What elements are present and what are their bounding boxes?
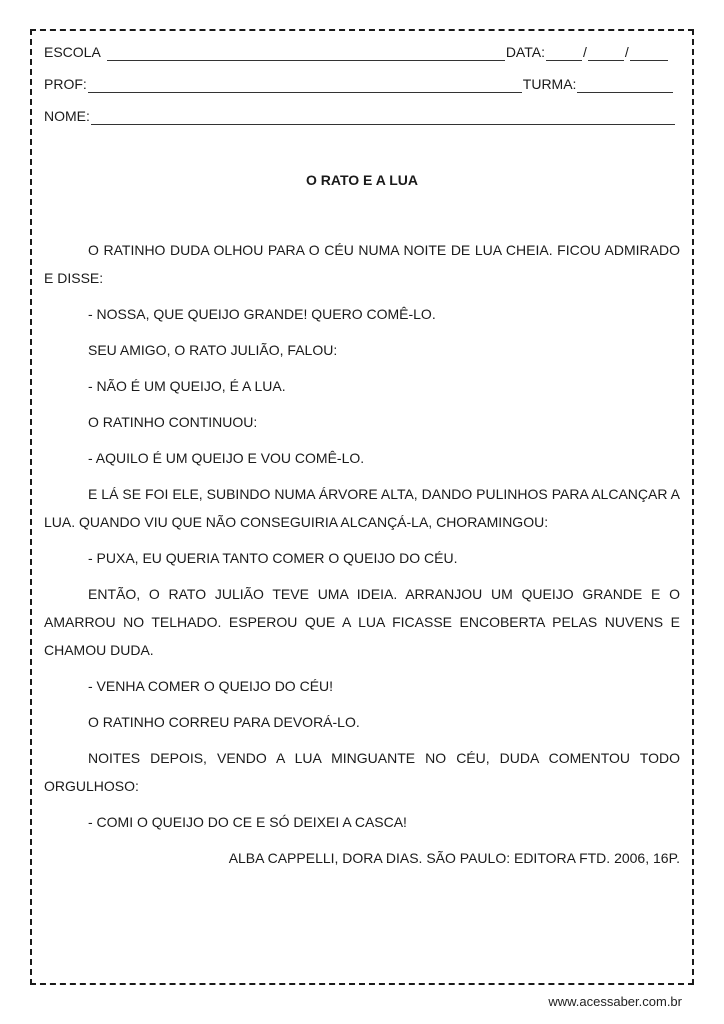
turma-field[interactable] [577,78,673,93]
paragraph: SEU AMIGO, O RATO JULIÃO, FALOU: [88,342,338,358]
prof-row [44,75,674,93]
nome-field[interactable] [91,110,675,125]
paragraph: ENTÃO, O RATO JULIÃO TEVE UMA IDEIA. ARRANJOU UM QUEIJO GRANDE E O AMARROU NO TELHADO. ESPEROU QUE A LUA FICASSE ENCOBERTA PELAS NUVENS E CHAMOU DUDA. [44,586,680,658]
nome-label: NOME: [44,108,90,124]
paragraph: O RATINHO CONTINUOU: [88,414,258,430]
paragraph: - PUXA, EU QUERIA TANTO COMER O QUEIJO DO CÉU. [88,550,458,566]
prof-field[interactable] [88,78,522,93]
date-sep-2: / [624,44,629,60]
paragraph: - AQUILO É UM QUEIJO E VOU COMÊ-LO. [88,450,365,466]
story-title: O RATO E A LUA [306,172,418,188]
story-body [44,236,680,880]
escola-row [44,43,669,61]
paragraph: - NÃO É UM QUEIJO, É A LUA. [88,378,286,394]
paragraph: O RATINHO CORREU PARA DEVORÁ-LO. [88,714,360,730]
date-day-field[interactable] [546,46,582,61]
paragraph: NOITES DEPOIS, VENDO A LUA MINGUANTE NO CÉU, DUDA COMENTOU TODO ORGULHOSO: [44,750,680,794]
escola-field[interactable] [107,46,505,61]
prof-label: PROF: [44,76,87,92]
date-month-field[interactable] [588,46,624,61]
paragraph: - NOSSA, QUE QUEIJO GRANDE! QUERO COMÊ-LO. [88,306,436,322]
paragraph: E LÁ SE FOI ELE, SUBINDO NUMA ÁRVORE ALTA, DANDO PULINHOS PARA ALCANÇAR A LUA. QUANDO VIU QUE NÃO CONSEGUIRIA ALCANÇÁ-LA, CHORAMINGOU: [44,486,680,530]
footer-url: www.acessaber.com.br [548,994,682,1009]
paragraph: O RATINHO DUDA OLHOU PARA O CÉU NUMA NOITE DE LUA CHEIA. FICOU ADMIRADO E DISSE: [44,242,680,286]
citation: ALBA CAPPELLI, DORA DIAS. SÃO PAULO: EDITORA FTD. 2006, 16P. [228,850,680,866]
data-label: DATA: [505,44,545,60]
turma-label: TURMA: [522,76,577,92]
date-year-field[interactable] [630,46,668,61]
paragraph: - COMI O QUEIJO DO CE E SÓ DEIXEI A CASCA! [88,814,407,830]
paragraph: - VENHA COMER O QUEIJO DO CÉU! [88,678,334,694]
escola-label: ESCOLA [44,44,101,60]
date-sep-1: / [582,44,587,60]
nome-row [44,107,676,125]
